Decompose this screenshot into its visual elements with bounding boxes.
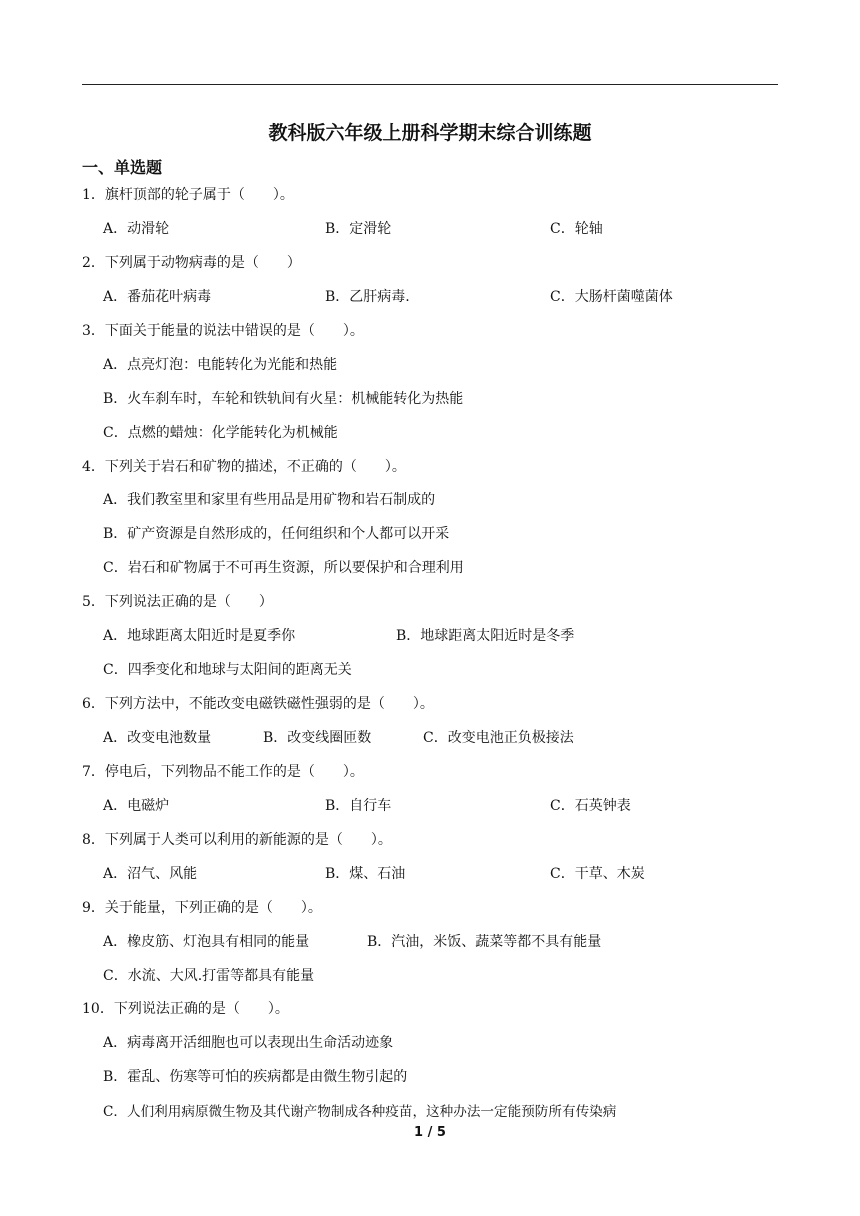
q6-option-b: B．改变线圈匝数 — [263, 730, 372, 746]
q1-option-c: C．轮轴 — [550, 221, 603, 237]
q2-option-c: C．大肠杆菌噬菌体 — [550, 289, 673, 305]
q5-option-a: A．地球距离太阳近时是夏季你 — [103, 628, 296, 644]
q1-option-b: B．定滑轮 — [325, 221, 392, 237]
q10-option-a: A．病毒离开活细胞也可以表现出生命活动迹象 — [103, 1035, 394, 1051]
question-5: 5．下列说法正确的是（ ） — [82, 594, 273, 610]
page-number: 1 / 5 — [414, 1125, 446, 1140]
q3-option-a: A．点亮灯泡：电能转化为光能和热能 — [103, 357, 338, 373]
q7-option-c: C．石英钟表 — [550, 798, 631, 814]
q7-option-a: A．电磁炉 — [103, 798, 170, 814]
question-8: 8．下列属于人类可以利用的新能源的是（ ）。 — [82, 832, 392, 848]
question-2: 2．下列属于动物病毒的是（ ） — [82, 255, 301, 271]
question-9: 9．关于能量，下列正确的是（ ）。 — [82, 900, 322, 916]
q4-option-b: B．矿产资源是自然形成的，任何组织和个人都可以开采 — [103, 526, 450, 542]
q9-option-c: C．水流、大风.打雷等都具有能量 — [103, 968, 315, 984]
q4-option-a: A．我们教室里和家里有些用品是用矿物和岩石制成的 — [103, 492, 436, 508]
q7-option-b: B．自行车 — [325, 798, 392, 814]
q6-option-a: A．改变电池数量 — [103, 730, 212, 746]
question-4: 4．下列关于岩石和矿物的描述，不正确的（ ）。 — [82, 459, 406, 475]
q8-option-c: C．干草、木炭 — [550, 866, 645, 882]
q6-option-c: C．改变电池正负极接法 — [423, 730, 574, 746]
q4-option-c: C．岩石和矿物属于不可再生资源，所以要保护和合理利用 — [103, 560, 464, 576]
question-7: 7．停电后，下列物品不能工作的是（ ）。 — [82, 764, 364, 780]
q2-option-b: B．乙肝病毒. — [325, 289, 410, 305]
question-10: 10．下列说法正确的是（ ）。 — [82, 1001, 289, 1017]
q9-option-b: B．汽油，米饭、蔬菜等都不具有能量 — [367, 934, 602, 950]
q3-option-c: C．点燃的蜡烛：化学能转化为机械能 — [103, 425, 338, 441]
q5-option-b: B．地球距离太阳近时是冬季 — [396, 628, 575, 644]
question-6: 6．下列方法中，不能改变电磁铁磁性强弱的是（ ）。 — [82, 696, 434, 712]
q1-option-a: A．动滑轮 — [103, 221, 170, 237]
header-rule — [82, 84, 778, 85]
q8-option-b: B．煤、石油 — [325, 866, 406, 882]
page-title: 教科版六年级上册科学期末综合训练题 — [268, 122, 592, 144]
section-heading: 一、单选题 — [82, 158, 163, 177]
q10-option-c: C．人们利用病原微生物及其代谢产物制成各种疫苗，这种办法一定能预防所有传染病 — [103, 1104, 617, 1120]
question-3: 3．下面关于能量的说法中错误的是（ ）。 — [82, 323, 364, 339]
q2-option-a: A．番茄花叶病毒 — [103, 289, 212, 305]
q10-option-b: B．霍乱、伤寒等可怕的疾病都是由微生物引起的 — [103, 1069, 408, 1085]
question-1: 1．旗杆顶部的轮子属于（ ）。 — [82, 187, 294, 203]
q8-option-a: A．沼气、风能 — [103, 866, 198, 882]
q9-option-a: A．橡皮筋、灯泡具有相同的能量 — [103, 934, 310, 950]
q5-option-c: C．四季变化和地球与太阳间的距离无关 — [103, 662, 352, 678]
q3-option-b: B．火车刹车时，车轮和铁轨间有火星：机械能转化为热能 — [103, 391, 464, 407]
